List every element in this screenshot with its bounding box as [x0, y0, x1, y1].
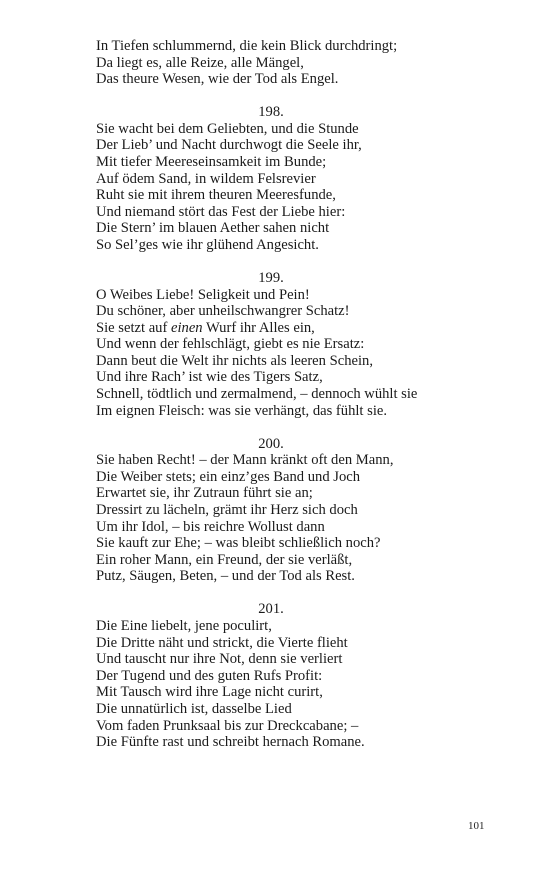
verse-line: Um ihr Idol, – bis reichre Wollust dann	[96, 518, 325, 535]
verse-line: So Sel’ges wie ihr glühend Angesicht.	[96, 236, 319, 253]
verse-line: Da liegt es, alle Reize, alle Mängel,	[96, 54, 304, 71]
verse-line: Die Stern’ im blauen Aether sahen nicht	[96, 220, 330, 237]
stanza-number: 199.	[258, 269, 284, 286]
verse-line: Vom faden Prunksaal bis zur Dreckcabane; –	[96, 717, 359, 734]
verse-line: Ruht sie mit ihrem theuren Meeresfunde,	[96, 187, 336, 204]
stanza-198	[96, 104, 476, 253]
stanza-199	[96, 270, 476, 419]
stanza-number: 200.	[258, 435, 284, 452]
verse-text: Wurf ihr Alles ein,	[202, 319, 315, 336]
verse-line: Ein roher Mann, ein Freund, der sie verläßt,	[96, 551, 353, 568]
verse-line: Der Lieb’ und Nacht durchwogt die Seele ihr,	[96, 137, 362, 154]
verse-line: Und ihre Rach’ ist wie des Tigers Satz,	[96, 369, 323, 386]
verse-line: Dann beut die Welt ihr nichts als leeren Schein,	[96, 352, 373, 369]
verse-line: Das theure Wesen, wie der Tod als Engel.	[96, 71, 339, 88]
verse-line: Putz, Säugen, Beten, – und der Tod als Rest.	[96, 568, 355, 585]
verse-line: Die unnatürlich ist, dasselbe Lied	[96, 700, 292, 717]
verse-line: Die Eine liebelt, jene poculirt,	[96, 617, 272, 634]
verse-line: Erwartet sie, ihr Zutraun führt sie an;	[96, 485, 313, 502]
verse-line: Auf ödem Sand, in wildem Felsrevier	[96, 170, 316, 187]
verse-line: Im eignen Fleisch: was sie verhängt, das fühlt sie.	[96, 402, 387, 419]
verse-line: Sie kauft zur Ehe; – was bleibt schließlich noch?	[96, 535, 381, 552]
verse-line: Und wenn der fehlschlägt, giebt es nie Ersatz:	[96, 336, 365, 353]
verse-line: Mit Tausch wird ihre Lage nicht curirt,	[96, 684, 323, 701]
verse-line: Und tauscht nur ihre Not, denn sie verliert	[96, 651, 343, 668]
verse-line: O Weibes Liebe! Seligkeit und Pein!	[96, 286, 310, 303]
verse-line: In Tiefen schlummernd, die kein Blick durchdringt;	[96, 38, 398, 54]
verse-line: Der Tugend und des guten Rufs Profit:	[96, 667, 323, 684]
verse-line: Mit tiefer Meereseinsamkeit im Bunde;	[96, 153, 327, 170]
stanza-number: 198.	[258, 104, 284, 121]
verse-line: Sie haben Recht! – der Mann kränkt oft den Mann,	[96, 452, 394, 469]
verse-line: Schnell, tödtlich und zermalmend, – dennoch wühlt sie	[96, 386, 418, 403]
verse-line: Die Dritte näht und strickt, die Vierte flieht	[96, 634, 348, 651]
verse-line: Die Weiber stets; ein einz’ges Band und Joch	[96, 468, 361, 485]
emphasized-word: einen	[170, 319, 203, 336]
verse-text: Sie setzt auf	[96, 319, 171, 336]
stanza-opening	[96, 38, 476, 88]
verse-line: Und niemand stört das Fest der Liebe hier:	[96, 203, 346, 220]
verse-line-emphasis	[96, 320, 476, 337]
verse-line: Du schöner, aber unheilschwangrer Schatz!	[96, 303, 350, 320]
verse-line: Sie wacht bei dem Geliebten, und die Stunde	[96, 120, 359, 137]
verse-line: Dressirt zu lächeln, grämt ihr Herz sich doch	[96, 502, 358, 519]
stanza-200	[96, 436, 476, 585]
page-number: 101	[468, 820, 485, 832]
verse-line: Die Fünfte rast und schreibt hernach Romane.	[96, 734, 365, 751]
poem-text	[96, 38, 476, 751]
stanza-number: 201.	[258, 601, 284, 618]
stanza-201	[96, 601, 476, 750]
